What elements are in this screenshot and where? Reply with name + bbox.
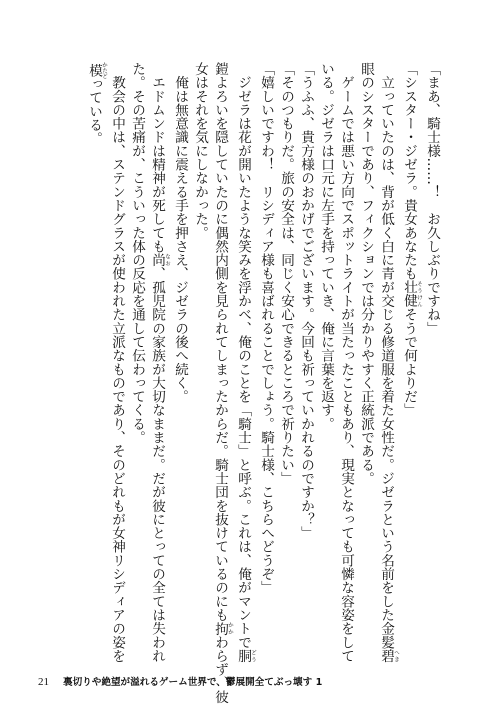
furigana-reading: かたど (101, 62, 107, 79)
page-number: 21 (38, 676, 49, 688)
furigana-word: 碧 へき (378, 648, 399, 663)
text-line-8: 「そのつもりだ。旅の安全は、同じく安心できるところで祈りたい」 (278, 62, 294, 486)
running-title: 裏切りや絶望が溢れるゲーム世界で、鬱展開全てぶっ壊す 1 (63, 677, 323, 688)
furigana-reading: どう (250, 648, 256, 663)
furigana-reading: そうけん (416, 280, 422, 308)
text-line-14: エドムンドは精神が死しても尚 なお、孤児院の家族が大切なままだ。だが彼にとっての全ては失われ (149, 62, 170, 663)
text-line-17: 模 かたどっている。 (86, 62, 107, 146)
furigana-word: 胴 どう (235, 648, 256, 663)
text-line-1: 「まあ、騎士様……！ お久しぶりですね」 (424, 62, 440, 335)
text-line-13: 俺は無意識に震える手を押さえ、ジゼラの後へ続く。 (172, 62, 188, 404)
furigana-reading: かか (227, 621, 233, 636)
furigana-word: 拘 かか (212, 621, 233, 636)
page-footer (38, 674, 322, 688)
furigana-word: 尚 なお (149, 253, 170, 267)
text-line-5: ゲームでは悪い方向でスポットライトが当たったこともあり、現実となっても可憐な容姿をして (338, 62, 354, 663)
furigana-reading: なお (164, 253, 170, 267)
text-line-11: 鎧よろいを隠していたのに偶然内側を見られてしまったからだ。騎士団を抜けているのにも拘 かかわらず、彼 (212, 62, 233, 704)
text-line-3: 立っていたのは、背が低く白に青が交じる修道服を着た女性だ。ジゼラという名前をした金髪碧 へき (378, 62, 399, 663)
text-line-15: た。その苦痛が、こういった体の反応を通して伝わってくる。 (129, 62, 145, 445)
text-line-6: いる。ジゼラは口元に左手を持っていき、俺に言葉を返す。 (318, 62, 334, 431)
text-line-16: 教会の中は、ステンドグラスが使われた立派なものであり、そのどれもが女神リシディアの姿を (109, 62, 125, 663)
text-line-4: 眼のシスターであり、フィクションでは分かりやすく正統派である。 (358, 62, 374, 486)
furigana-reading: へき (393, 648, 399, 663)
text-line-9: 「嬉しいですわ！ リシディア様も喜ばれることでしょう。騎士様、こちらへどうぞ」 (258, 62, 274, 595)
text-line-12: 女はそれを気にしなかった。 (192, 62, 208, 240)
text-line-7: 「うふふ、貴方様のおかげでございます。今回も祈っていかれるのですか？」 (298, 62, 314, 540)
furigana-word: 模 かたど (86, 62, 107, 79)
furigana-word: 壮健 そうけん (401, 280, 422, 308)
text-line-10: ジゼラは花が開いたような笑みを浮かべ、俺のことを「騎士」と呼ぶ。これは、俺がマントで胴 どう (235, 62, 256, 663)
text-line-2: 「シスター・ジゼラ。貴女あなたも壮健 そうけんそうで何よりだ」 (401, 62, 422, 417)
